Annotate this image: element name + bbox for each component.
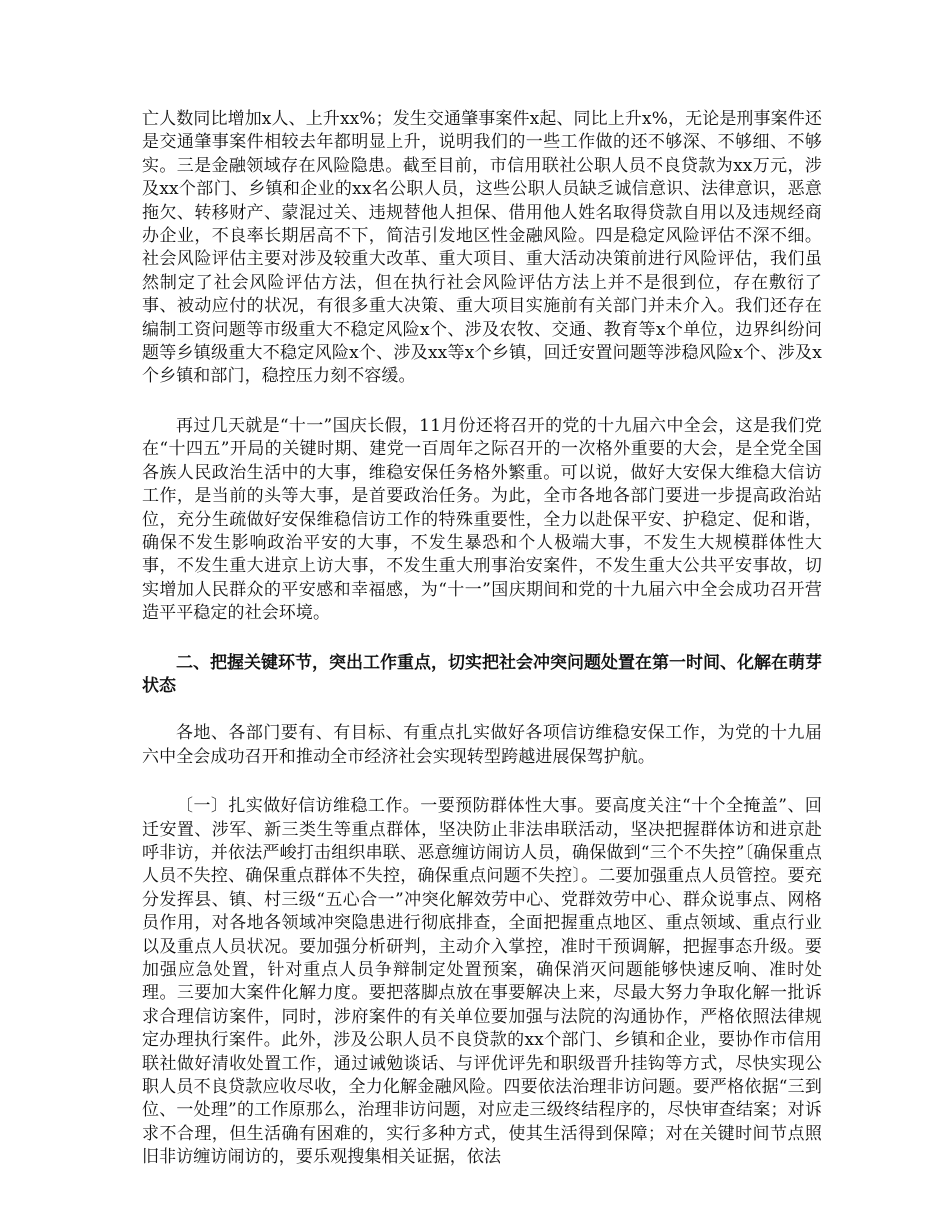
paragraph-petition-work: 〔一〕扎实做好信访维稳工作。一要预防群体性大事。要高度关注“十个全掩盖”、回迁安置、涉军、新三类生等重点群体，坚决防止非法串联活动，坚决把握群体访和进京赴呼非访，并依法严峻打击组织串联、恶意缠访闹访人员，确保做到“三个不失控”〔确保重点人员不失控、确保重点群体不失控，确保重点问题不失控〕。二要加强重点人员管控。要充分发挥县、镇、村三级“五心合一”冲突化解效劳中心、党群效劳中心、群众说事点、网格员作用，对各地各领域冲突隐患进行彻底排查，全面把握重点地区、重点领域、重点行业以及重点人员状况。要加强分析研判，主动介入掌控，准时干预调解，把握事态升级。要加强应急处置，针对重点人员争辩制定处置预案，确保消灭问题能够快速反响、准时处理。三要加大案件化解力度。要把落脚点放在事要解决上来，尽最大努力争取化解一批诉求合理信访案件，同时，涉府案件的有关单位要加强与法院的沟通协作，严格依照法律规定办理执行案件。此外，涉及公职人员不良贷款的xx个部门、乡镇和企业，要协作市信用联社做好清收处置工作，通过诫勉谈话、与评优评先和职级晋升挂钩等方式，尽快实现公职人员不良贷款应收尽收，全力化解金融风险。四要依法治理非访问题。要严格依据“三到位、一处理”的工作原那么，治理非访问题，对应走三级终结程序的，尽快审查结案；对诉求不合理，但生活确有困难的，实行多种方式，使其生活得到保障；对在关键时间节点照旧非访缠访闹访的，要乐观搜集相关证据，依法: [142, 796, 822, 1168]
section-heading-two: 二、把握关键环节，突出工作重点，切实把社会冲突问题处置在第一时间、化解在萌芽状态: [142, 652, 822, 696]
paragraph-intro-tasks: 各地、各部门要有、有目标、有重点扎实做好各项信访维稳安保工作，为党的十九届六中全会成功召开和推动全市经济社会实现转型跨越进展保驾护航。: [142, 723, 822, 767]
paragraph-national-day: 再过几天就是“十一”国庆长假，11月份还将召开的党的十九届六中全会，这是我们党在“十四五”开局的关键时期、建党一百周年之际召开的一次格外重要的大会，是全党全国各族人民政治生活中的大事，维稳安保任务格外繁重。可以说，做好大安保大维稳大信访工作，是当前的头等大事，是首要政治任务。为此，全市各地各部门要进一步提高政治站位，充分生疏做好安保维稳信访工作的特殊重要性，全力以赴保平安、护稳定、促和谐，确保不发生影响政治平安的大事，不发生暴恐和个人极端大事，不发生大规模群体性大事，不发生重大进京上访大事，不发生重大刑事治安案件，不发生重大公共平安事故，切实增加人民群众的平安感和幸福感，为“十一”国庆期间和党的十九届六中全会成功召开营造平平稳定的社会环境。: [142, 415, 822, 624]
document-page: [142, 108, 822, 1170]
paragraph-risk-summary: 亡人数同比增加x人、上升xx%；发生交通肇事案件x起、同比上升x%，无论是刑事案件还是交通肇事案件相较去年都明显上升，说明我们的一些工作做的还不够深、不够细、不够实。三是金融领域存在风险隐患。截至目前，市信用联社公职人员不良贷款为xx万元，涉及xx个部门、乡镇和企业的xx名公职人员，这些公职人员缺乏诚信意识、法律意识，恶意拖欠、转移财产、蒙混过关、违规替他人担保、借用他人姓名取得贷款自用以及违规经商办企业，不良率长期居高不下，简洁引发地区性金融风险。四是稳定风险评估不深不细。社会风险评估主要对涉及较重大改革、重大项目、重大活动决策前进行风险评估，我们虽然制定了社会风险评估方法，但在执行社会风险评估方法上并不是很到位，存在敷衍了事、被动应付的状况，有很多重大决策、重大项目实施前有关部门并未介入。我们还存在编制工资问题等市级重大不稳定风险x个、涉及农牧、交通、教育等x个单位，边界纠纷问题等乡镇级重大不稳定风险x个、涉及xx等x个乡镇，回迁安置问题等涉稳风险x个、涉及x个乡镇和部门，稳控压力刻不容缓。: [142, 109, 822, 387]
